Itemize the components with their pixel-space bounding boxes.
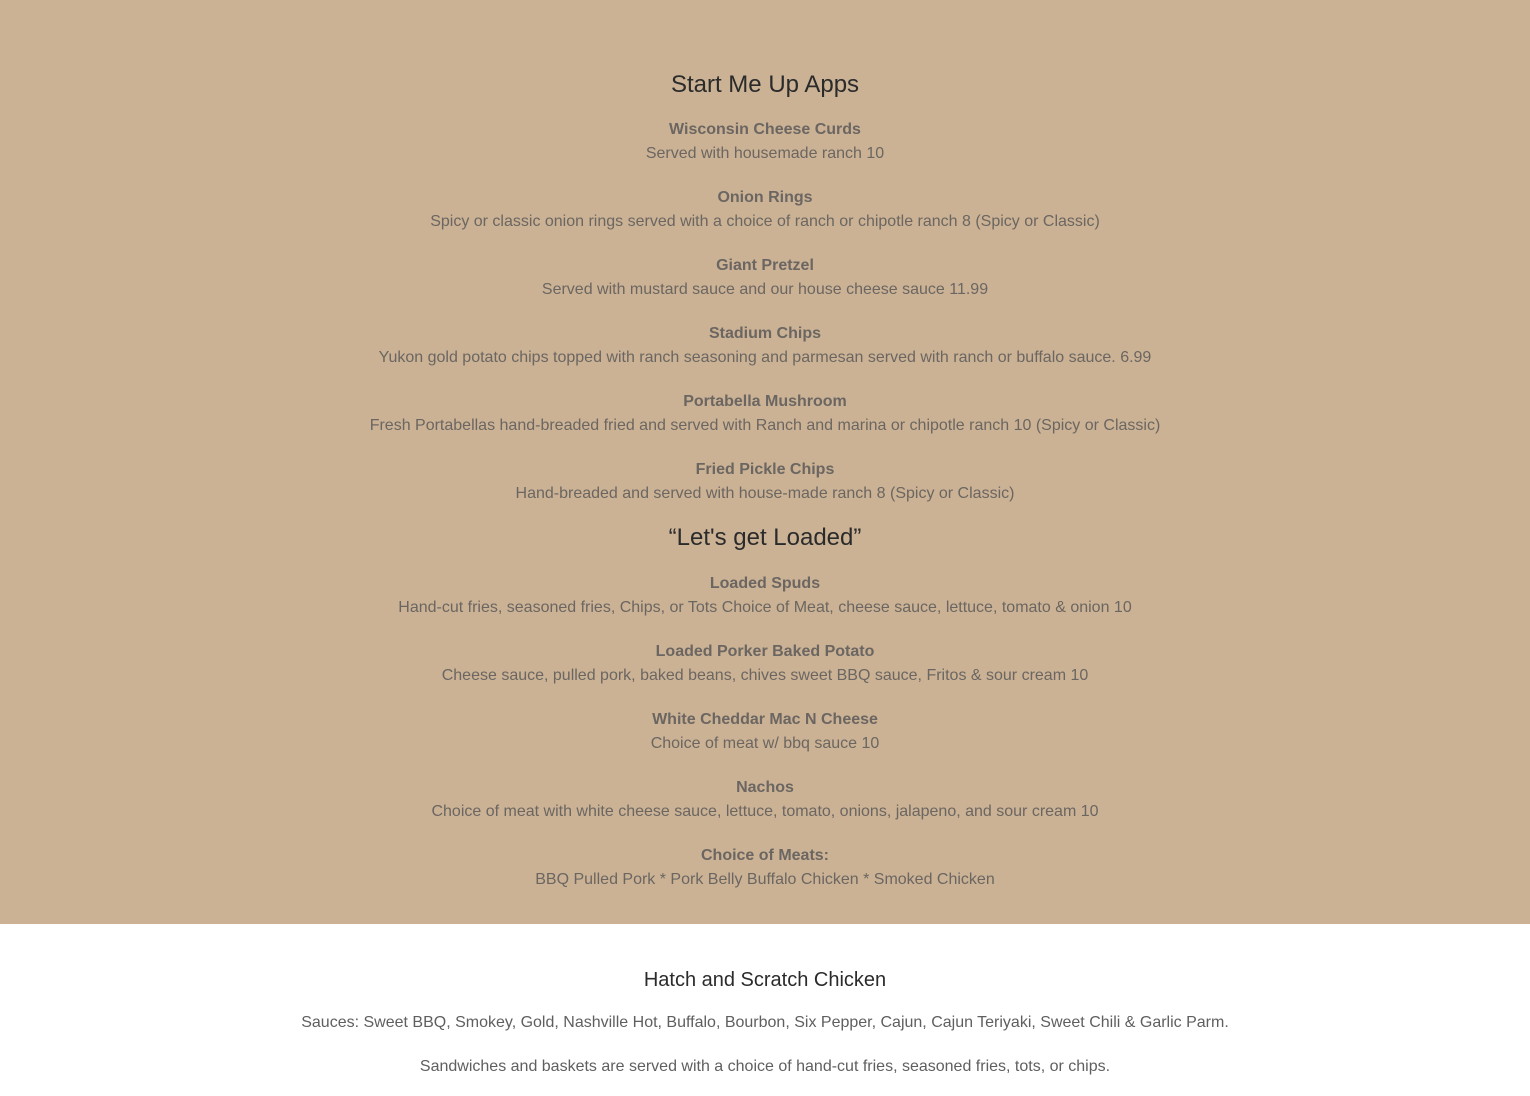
menu-item-name: Loaded Spuds	[709, 575, 821, 592]
meat-choices-list: BBQ Pulled Pork * Pork Belly Buffalo Chicken * Smoked Chicken	[535, 871, 995, 888]
menu-item	[0, 322, 1530, 370]
menu-item	[0, 118, 1530, 166]
menu-item-name: Loaded Porker Baked Potato	[655, 643, 875, 660]
section-heading-apps: Start Me Up Apps	[670, 71, 860, 98]
meat-choices-label: Choice of Meats:	[700, 847, 829, 864]
menu-item	[0, 640, 1530, 688]
section-heading-loaded: “Let's get Loaded”	[668, 524, 862, 551]
menu-item-description: Fresh Portabellas hand-breaded fried and served with Ranch and marina or chipotle ranch 10 (Spicy or Classic)	[369, 417, 1161, 434]
menu-item	[0, 186, 1530, 234]
menu-item-description: Cheese sauce, pulled pork, baked beans, chives sweet BBQ sauce, Fritos & sour cream 10	[441, 667, 1089, 684]
menu-item-description: Choice of meat w/ bbq sauce 10	[650, 735, 880, 752]
menu-item-description: Spicy or classic onion rings served with a choice of ranch or chipotle ranch 8 (Spicy or Classic)	[430, 213, 1100, 230]
menu-item-description: Hand-breaded and served with house-made ranch 8 (Spicy or Classic)	[515, 485, 1015, 502]
menu-item-description: Served with mustard sauce and our house cheese sauce 11.99	[541, 281, 989, 298]
menu-item-name: White Cheddar Mac N Cheese	[652, 711, 878, 728]
menu-item-name: Wisconsin Cheese Curds	[669, 121, 861, 138]
menu-item-description: Hand-cut fries, seasoned fries, Chips, or Tots Choice of Meat, cheese sauce, lettuce, tomato & onion 10	[398, 599, 1132, 616]
sides-note: Sandwiches and baskets are served with a choice of hand-cut fries, seasoned fries, tots, or chips.	[419, 1058, 1111, 1075]
menu-item	[0, 708, 1530, 756]
menu-item-name: Onion Rings	[717, 189, 813, 206]
menu-item	[0, 458, 1530, 506]
menu-item-name: Stadium Chips	[708, 325, 821, 342]
menu-item-name: Giant Pretzel	[716, 257, 814, 274]
menu-section-chicken	[0, 924, 1530, 1096]
menu-item-name: Fried Pickle Chips	[695, 461, 835, 478]
menu-item	[0, 776, 1530, 824]
menu-item-description: Yukon gold potato chips topped with ranch seasoning and parmesan served with ranch or buffalo sauce. 6.99	[378, 349, 1152, 366]
menu-item	[0, 572, 1530, 620]
loaded-list	[0, 572, 1530, 892]
sauces-list: Sauces: Sweet BBQ, Smokey, Gold, Nashville Hot, Buffalo, Bourbon, Six Pepper, Cajun, Cajun Teriyaki, Sweet Chili & Garlic Parm.	[301, 1014, 1229, 1031]
menu-item-description: Served with housemade ranch 10	[645, 145, 885, 162]
menu-item-description: Choice of meat with white cheese sauce, lettuce, tomato, onions, jalapeno, and sour cream 10	[431, 803, 1099, 820]
menu-item	[0, 254, 1530, 302]
apps-list	[0, 118, 1530, 506]
menu-item-name: Nachos	[736, 779, 794, 796]
menu-item-name: Portabella Mushroom	[683, 393, 847, 410]
menu-item	[0, 844, 1530, 892]
section-heading-chicken: Hatch and Scratch Chicken	[643, 969, 887, 991]
menu-item	[0, 390, 1530, 438]
